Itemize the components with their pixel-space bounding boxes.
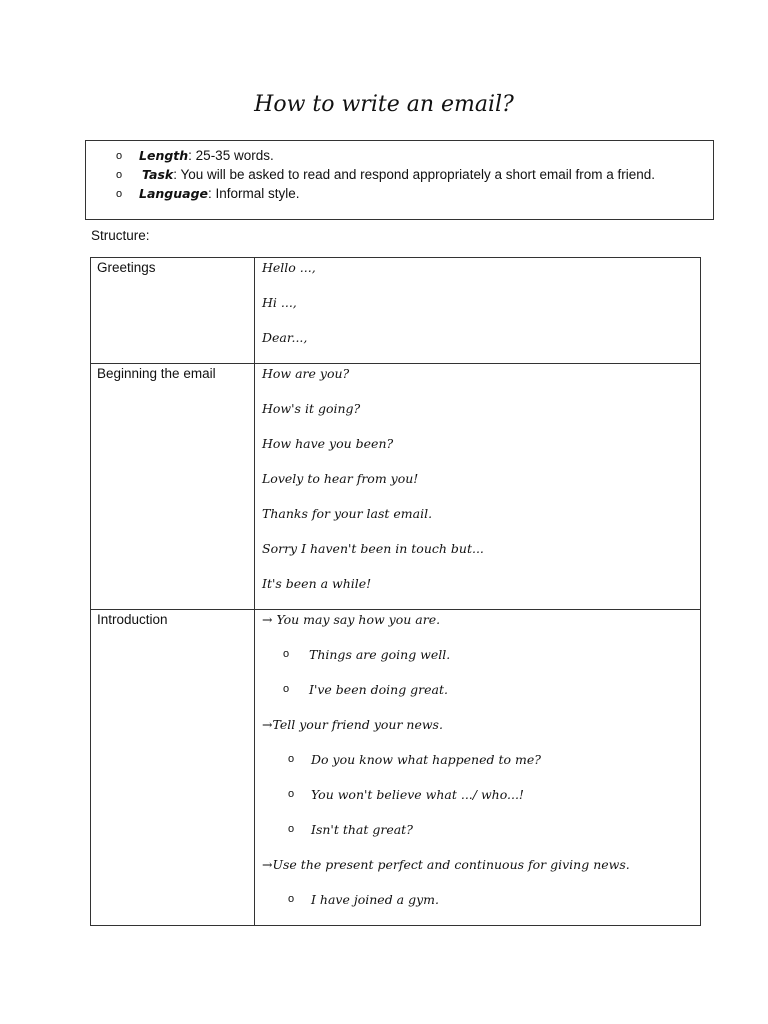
sub-phrase: o You won't believe what .../ who...!: [255, 785, 700, 820]
info-key-length: Length: [139, 148, 189, 163]
table-row: [91, 610, 701, 926]
info-key-task: Task: [142, 167, 174, 182]
info-value-task: : You will be asked to read and respond appropriately a short email from a friend.: [173, 167, 656, 182]
bullet-icon: o: [116, 168, 123, 181]
info-value-language: : Informal style.: [208, 186, 300, 201]
info-item-length: [86, 146, 713, 165]
arrow-phrase: →Use the present perfect and continuous for giving news.: [262, 857, 630, 872]
table-row: [91, 364, 701, 610]
arrow-phrase: → You may say how you are.: [262, 612, 441, 627]
phrase: How's it going?: [262, 401, 361, 416]
phrase: How are you?: [262, 366, 350, 381]
phrase: Thanks for your last email.: [262, 506, 433, 521]
phrase: Lovely to hear from you!: [262, 471, 419, 486]
arrow-phrase: →Tell your friend your news.: [262, 717, 443, 732]
sub-phrase: o Things are going well.: [255, 645, 700, 680]
section-label: Introduction: [97, 612, 168, 627]
phrase: Hello ...,: [262, 260, 316, 275]
phrase: How have you been?: [262, 436, 394, 451]
sub-phrase: o Isn't that great?: [255, 820, 700, 855]
phrase: Hi ...,: [262, 295, 297, 310]
bullet-icon: o: [116, 149, 123, 162]
table-row: [91, 258, 701, 364]
phrase: Sorry I haven't been in touch but...: [262, 541, 484, 556]
sub-phrase: o I've been doing great.: [255, 680, 700, 715]
sub-phrase: o Do you know what happened to me?: [255, 750, 700, 785]
section-label: Greetings: [97, 260, 156, 275]
info-item-task: [86, 165, 713, 184]
page-title: How to write an email?: [254, 92, 514, 117]
section-label: Beginning the email: [97, 366, 216, 381]
structure-label: Structure:: [91, 228, 150, 243]
info-item-language: [86, 184, 713, 203]
info-key-language: Language: [139, 186, 209, 201]
phrase: It's been a while!: [262, 576, 372, 591]
bullet-icon: o: [116, 187, 123, 200]
phrase: Dear...,: [262, 330, 308, 345]
structure-table: [90, 257, 701, 926]
info-value-length: : 25-35 words.: [188, 148, 274, 163]
info-box: [85, 140, 714, 220]
sub-phrase: o I have joined a gym.: [255, 890, 700, 925]
